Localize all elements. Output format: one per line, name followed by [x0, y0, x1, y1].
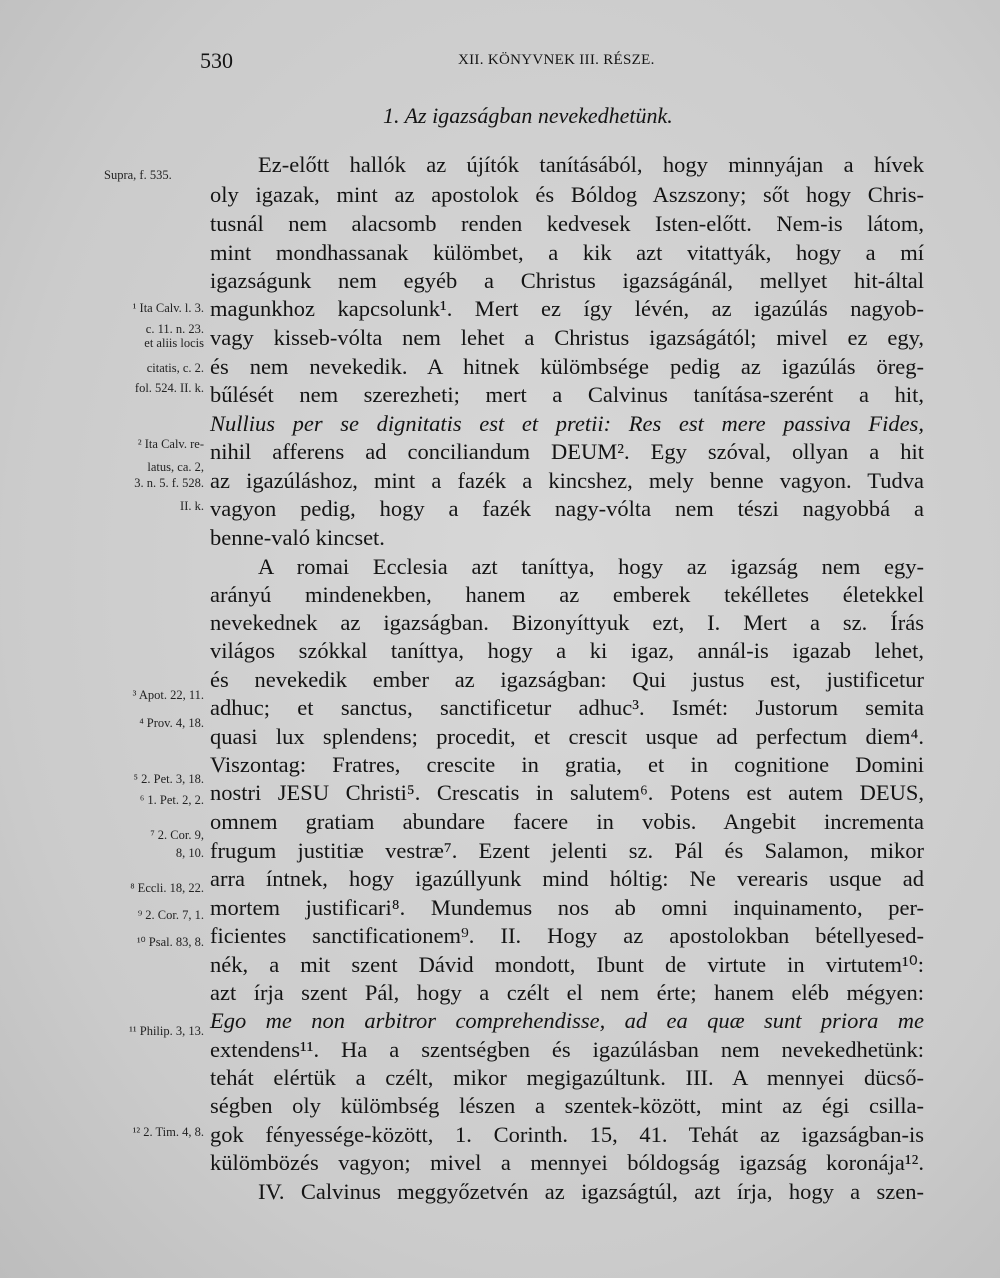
margin-note: ⁹ 2. Cor. 7, 1. [137, 908, 204, 922]
margin-note: 3. n. 5. f. 528. [134, 476, 204, 490]
margin-note: ¹⁰ Psal. 83, 8. [136, 935, 204, 949]
text-line: Viszontag: Fratres, crescite in gratia, et in cognitione Domini [210, 752, 924, 777]
margin-note: II. k. [180, 499, 204, 513]
text-line: frugum justitiæ vestræ⁷. Ezent jelenti sz. Pál és Salamon, mikor [210, 838, 924, 863]
margin-note: c. 11. n. 23. [145, 322, 204, 336]
text-line: tehát elértük a czélt, mikor megigazúltunk. III. A mennyei dücső- [210, 1065, 924, 1090]
text-line: és nevekedik ember az igazságban: Qui justus est, justificetur [210, 667, 924, 692]
text-line: gok fényessége-között, 1. Corinth. 15, 41. Tehát az igazságban-is [210, 1122, 924, 1147]
text-line: adhuc; et sanctus, sanctificetur adhuc³. Ismét: Justorum semita [210, 695, 924, 720]
text-line: vagyon pedig, hogy a fazék nagy-vólta nem tészi nagyobbá a [210, 496, 924, 521]
margin-note: ⁵ 2. Pet. 3, 18. [133, 772, 204, 786]
text-line: magunkhoz kapcsolunk¹. Mert ez így lévén, az igazúlás nagyob- [210, 296, 924, 321]
margin-note: Supra, f. 535. [104, 168, 172, 182]
running-head: XII. KÖNYVNEK III. RÉSZE. [458, 52, 655, 68]
margin-note: ⁸ Eccli. 18, 22. [130, 881, 204, 895]
text-line: omnem gratiam abundare facere in vobis. Angebit incrementa [210, 809, 924, 834]
margin-note: ² Ita Calv. re- [137, 437, 204, 451]
margin-note: et aliis locis [144, 336, 204, 350]
text-line: az igazúláshoz, mint a fazék a kincshez, mely benne vagyon. Tudva [210, 468, 924, 493]
text-line: benne-való kincset. [210, 525, 385, 550]
margin-note: ⁴ Prov. 4, 18. [139, 716, 204, 730]
margin-note: ¹² 2. Tim. 4, 8. [132, 1125, 204, 1139]
margin-note: ³ Apot. 22, 11. [132, 688, 204, 702]
text-line: nevekednek az igazságban. Bizonyíttyuk ezt, I. Mert a sz. Írás [210, 610, 924, 635]
text-line: IV. Calvinus meggyőzetvén az igazságtúl, azt írja, hogy a szen- [258, 1179, 924, 1204]
text-line: és nem nevekedik. A hitnek külömbsége pedig az igazúlás öreg- [210, 354, 924, 379]
text-line: mint mondhassanak külömbet, a kik azt vitattyák, hogy a mí [210, 240, 924, 265]
text-line: nék, a mit szent Dávid mondott, Ibunt de virtute in virtutem¹⁰: [210, 952, 924, 977]
margin-note: ⁷ 2. Cor. 9, [150, 828, 204, 842]
text-line: nostri JESU Christi⁵. Crescatis in salutem⁶. Potens est autem DEUS, [210, 780, 924, 805]
text-line: arányú mindenekben, hanem az emberek tekélletes életekkel [210, 582, 924, 607]
text-line: igazságunk nem egyéb a Christus igazságánál, mellyet hit-által [210, 268, 924, 293]
text-line: külömbözés vagyon; mivel a mennyei bóldogság igazság koronája¹². [210, 1150, 924, 1175]
text-line: mortem justificari⁸. Mundemus nos ab omni inquinamento, per- [210, 895, 924, 920]
text-line: extendens¹¹. Ha a szentségben és igazúlásban nem nevekedhetünk: [210, 1037, 924, 1062]
margin-note: latus, ca. 2, [147, 460, 204, 474]
text-line: Nullius per se dignitatis est et pretii: Res est mere passiva Fides, [210, 411, 924, 436]
text-line: ségben oly külömbség lészen a szentek-között, mint az égi csilla- [210, 1093, 924, 1118]
margin-note: 8, 10. [175, 846, 204, 860]
margin-note: fol. 524. II. k. [134, 381, 204, 395]
page-number: 530 [200, 48, 233, 73]
text-line: bűlését nem szerezheti; mert a Calvinus tanítása-szerént a hit, [210, 382, 924, 407]
page-header [200, 48, 940, 78]
text-line: azt írja szent Pál, hogy a czélt el nem érte; hanem eléb mégyen: [210, 980, 924, 1005]
margin-note: ⁶ 1. Pet. 2, 2. [139, 793, 204, 807]
text-line: ficientes sanctificationem⁹. II. Hogy az apostolokban bétellyesed- [210, 923, 924, 948]
text-line: Ego me non arbitror comprehendisse, ad ea quæ sunt priora me [210, 1008, 924, 1033]
text-line: nihil afferens ad conciliandum DEUM². Egy szóval, ollyan a hit [210, 439, 924, 464]
margin-note: ¹¹ Philip. 3, 13. [129, 1024, 204, 1038]
margin-note: ¹ Ita Calv. l. 3. [132, 301, 204, 315]
section-title: 1. Az igazságban nevekedhetünk. [383, 103, 673, 128]
text-line: quasi lux splendens; procedit, et crescit usque ad perfectum diem⁴. [210, 724, 924, 749]
text-line: oly igazak, mint az apostolok és Bóldog Aszszony; sőt hogy Chris- [210, 182, 924, 207]
text-line: Ez-előtt hallók az újítók tanításából, hogy minnyájan a hívek [258, 152, 924, 177]
text-line: világos szókkal taníttya, hogy a ki igaz, annál-is igazab lehet, [210, 638, 924, 663]
text-line: vagy kisseb-vólta nem lehet a Christus igazságától; mivel ez egy, [210, 325, 924, 350]
text-line: tusnál nem alacsomb renden kedvesek Isten-előtt. Nem-is látom, [210, 211, 924, 236]
text-line: arra íntnek, hogy igazúllyunk mind hóltig: Ne verearis usque ad [210, 866, 924, 891]
text-line: A romai Ecclesia azt taníttya, hogy az igazság nem egy- [258, 554, 924, 579]
margin-note: citatis, c. 2. [146, 361, 204, 375]
